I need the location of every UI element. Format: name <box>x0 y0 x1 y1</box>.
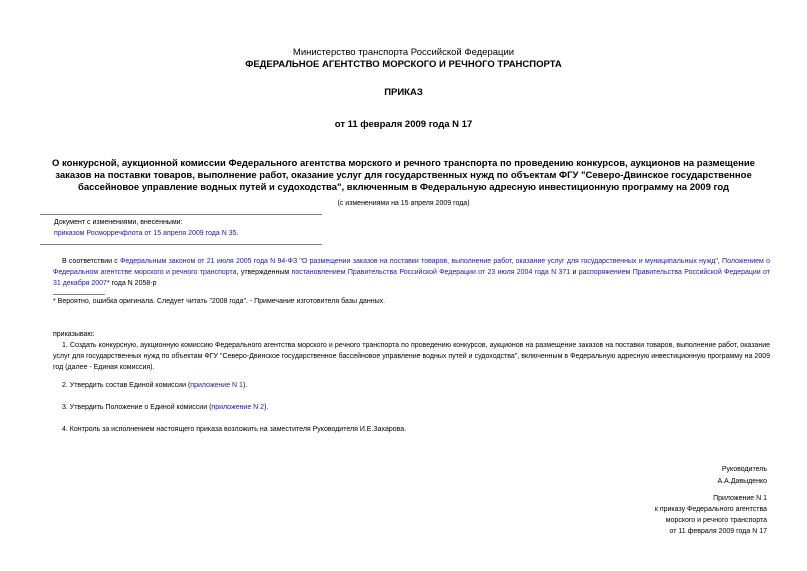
footnote: * Вероятно, ошибка оригинала. Следует читать "2008 года". - Примечание изготовителя базы данных. <box>53 298 386 305</box>
order-item-3 <box>53 402 268 413</box>
federal-law-link[interactable]: Федеральным законом от 21 июля 2005 года N 94-ФЗ "О размещении заказов на поставки товаров, выполнение работ, оказание услуг для государственных и муниципальных нужд" <box>120 258 718 265</box>
order-item-2-text: 2. Утвердить состав Единой комиссии ( <box>62 382 191 389</box>
government-resolution-link[interactable]: постановлением Правительства Российской Федерации от 23 июля 2004 года N 371 <box>291 269 571 276</box>
order-item-3-end: ). <box>264 404 269 411</box>
changes-label: Документ с изменениями, внесенными: <box>54 219 183 226</box>
preamble-paragraph <box>53 256 770 289</box>
preamble-text-3: , утвержденным <box>236 269 292 276</box>
agency-regulation-link[interactable]: Положением о Федеральном агентстве морского и речного транспорта <box>53 258 771 276</box>
appendix-2-link[interactable]: приложение N 2 <box>211 404 265 411</box>
signer-title: Руководитель <box>721 466 767 473</box>
orders-section <box>53 329 770 433</box>
appendix-line-1: Приложение N 1 <box>713 495 767 502</box>
appendix-1-link[interactable]: приложение N 1 <box>190 382 243 389</box>
footnote-divider <box>53 294 105 295</box>
signer-name: А.А.Давыденко <box>717 478 767 485</box>
order-item-2 <box>53 380 247 391</box>
order-item-1: 1. Создать конкурсную, аукционную комиссию Федерального агентства морского и речного транспорта по проведению конкурсов, аукционов на размещение заказов на поставки товаров, выполнение работ, оказание услуг для государственных нужд по объектам ФГУ "Северо-Двинское государственное бассейновое управление водных путей и судоходства", включенным в Федеральную адресную инвестиционную программу на 2009 год (далее - Единая комиссия). <box>53 342 770 371</box>
document-type: ПРИКАЗ <box>384 87 423 98</box>
changes-box <box>54 217 324 239</box>
appendix-line-2: к приказу Федерального агентства <box>654 506 767 513</box>
document-date-number: от 11 февраля 2009 года N 17 <box>334 119 473 130</box>
preamble-text-2: , <box>717 258 723 265</box>
order-item-2-end: ). <box>242 382 248 389</box>
signature-block <box>718 464 768 488</box>
order-item-4: 4. Контроль за исполнением настоящего приказа возложить на заместителя Руководителя И.Е.Захарова. <box>62 426 407 433</box>
agency-name: ФЕДЕРАЛЬНОЕ АГЕНТСТВО МОРСКОГО И РЕЧНОГО ТРАНСПОРТА <box>245 59 562 70</box>
preamble-text-1: В соответствии с <box>62 258 121 265</box>
issuer-block <box>0 47 807 71</box>
changes-bottom-divider <box>40 244 322 245</box>
amendment-link[interactable]: приказом Росморречфлота от 15 апреля 2009 года N 35. <box>54 230 239 237</box>
changes-note: (с изменениями на 15 апреля 2009 года) <box>337 200 470 207</box>
changes-top-divider <box>40 214 322 215</box>
appendix-header <box>655 493 767 537</box>
appendix-line-4: от 11 февраля 2009 года N 17 <box>669 528 767 535</box>
preamble-text-5: * года N 2058-р <box>106 280 157 287</box>
appendix-line-3: морского и речного транспорта <box>665 517 767 524</box>
order-item-3-text: 3. Утвердить Положение о Единой комиссии ( <box>62 404 212 411</box>
preamble-text-4: и <box>570 269 579 276</box>
document-subject: О конкурсной, аукционной комиссии Федерального агентства морского и речного транспорта по проведению конкурсов, аукционов на размещение заказов на поставки товаров, выполнение работ, оказание услуг для государственных нужд по объектам ФГУ "Северо-Двинское государственное бассейновое управление водных путей и судоходства", включенным в Федеральную адресную инвестиционную программу на 2009 год <box>52 158 755 193</box>
ministry-name: Министерство транспорта Российской Федерации <box>292 47 515 58</box>
government-order-link[interactable]: распоряжением Правительства Российской Федерации от 31 декабря 2007 <box>53 269 770 287</box>
orders-intro: приказываю: <box>53 331 95 338</box>
